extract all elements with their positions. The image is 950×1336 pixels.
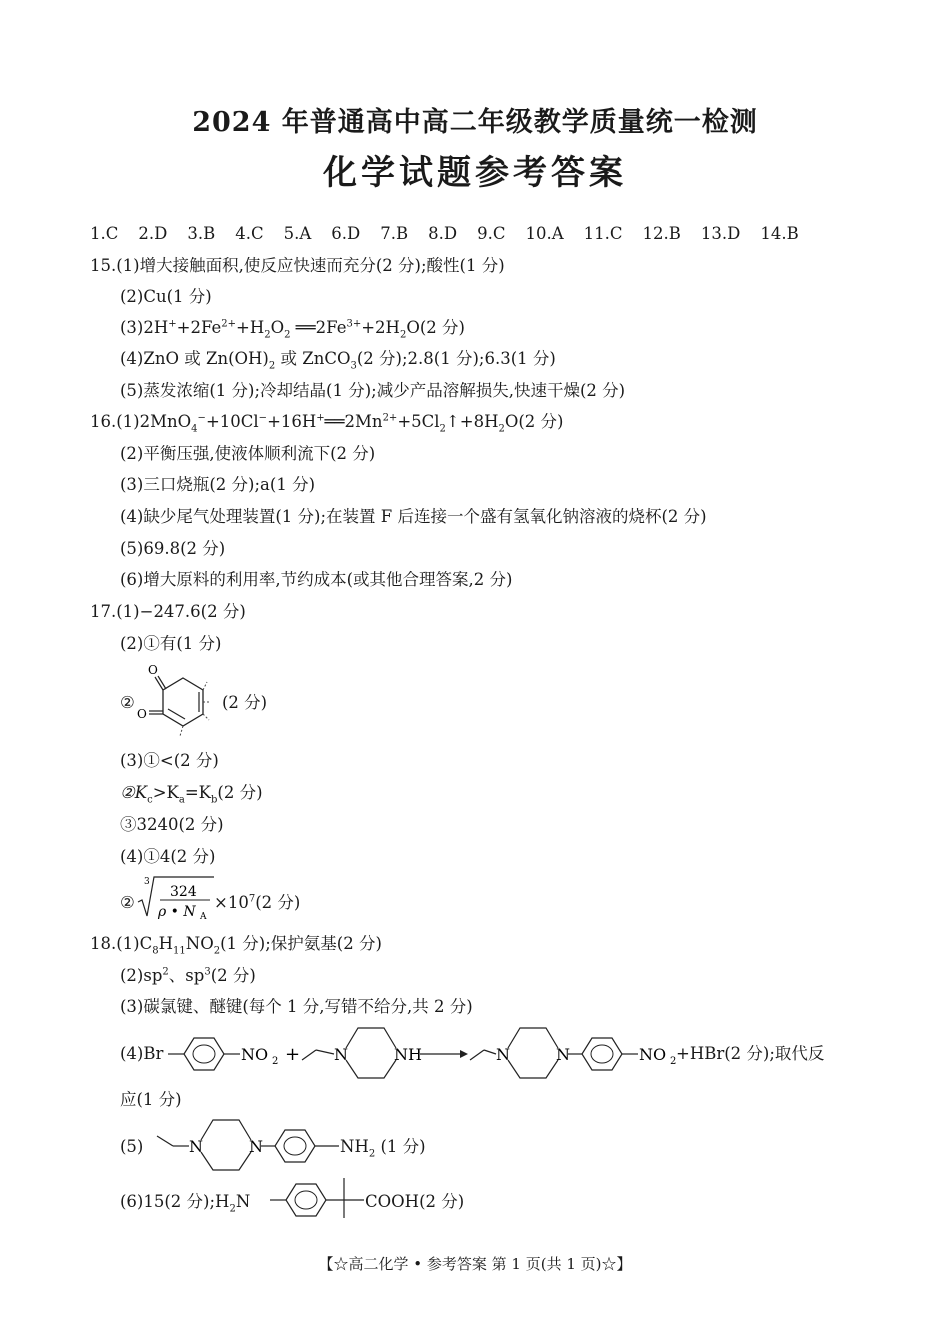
answer-4: 4.C (235, 224, 264, 243)
svg-text:2: 2 (272, 1056, 279, 1067)
q15-p4: (4)ZnO 或 $Zn(OH)_2$ 或 ZnCO$_3$(2 分);2.8(1 分);6.3(1 分) (120, 349, 556, 372)
answer-9: 9.C (477, 224, 506, 243)
svg-text:N: N (189, 1137, 203, 1156)
q15-p1: 15.(1)增大接触面积,使反应快速而充分(2 分);酸性(1 分) (90, 256, 505, 275)
answer-12: 12.B (642, 224, 681, 243)
q18-p1: $18.(1)C_8H_{11}NO_2(1$ 分);保护氨基(2 分) (90, 934, 382, 957)
answer-3: 3.B (187, 224, 216, 243)
answer-1: 1.C (90, 224, 119, 243)
q17-p1: 17.(1)−247.6(2 分) (90, 602, 246, 621)
q17-p4b-label: ② (120, 893, 135, 912)
q17-p4b-tail: $\times 10^7(2$ 分) (214, 893, 301, 912)
product-6-structure (270, 1170, 365, 1220)
q17-p3b: $②K_c>K_a=K_b(2$ 分) (120, 783, 263, 806)
q15-p5: (5)蒸发浓缩(1 分);冷却结晶(1 分);减少产品溶解损失,快速干燥(2 分) (120, 381, 626, 400)
q16-p1: $16.(1)2MnO_4^-+10Cl^-+16H^+══2Mn^{2+}+5Cl_2↑+8H_2O(2$ 分) (90, 412, 564, 435)
q18-p6-prefix: (6)15(2 分)$;H_2N$ (120, 1192, 251, 1215)
cube-root-expression (136, 872, 216, 922)
q16-p5: (5)69.8(2 分) (120, 539, 226, 558)
product-5-structure (155, 1112, 345, 1176)
q18-p6-cooh: COOH(2 分) (365, 1192, 465, 1211)
svg-text:+: + (285, 1044, 301, 1065)
q16-p6: (6)增大原料的利用率,节约成本(或其他合理答案,2 分) (120, 570, 513, 589)
ortho-quinone-structure (133, 660, 228, 740)
q18-p5-prefix: (5) (120, 1137, 144, 1156)
q17-p2b-score: (2 分) (222, 693, 268, 712)
reaction-scheme (168, 1020, 688, 1084)
svg-text:N: N (334, 1045, 348, 1064)
q17-p3c: ③3240(2 分) (120, 815, 224, 834)
root-index: 3 (144, 877, 150, 887)
q16-p3: (3)三口烧瓶(2 分);a(1 分) (120, 475, 316, 494)
svg-text:O: O (137, 707, 147, 721)
q17-p4: (4)①4(2 分) (120, 847, 216, 866)
answer-14: 14.B (760, 224, 799, 243)
q16-p2: (2)平衡压强,使液体顺利流下(2 分) (120, 444, 376, 463)
title-line-2: 化学试题参考答案 (323, 153, 627, 193)
answer-6: 6.D (331, 224, 361, 243)
title-line-1: 2024 年普通高中高二年级教学质量统一检测 (192, 107, 758, 138)
q17-p2: (2)①有(1 分) (120, 634, 222, 653)
svg-text:O: O (148, 663, 158, 677)
q16-p4: (4)缺少尾气处理装置(1 分);在装置 F 后连接一个盛有氢氧化钠溶液的烧杯(2 分) (120, 507, 707, 526)
q18-p4-hbr: +HBr(2 分);取代反 (676, 1044, 825, 1063)
q18-p3: (3)碳氯键、醚键(每个 1 分,写错不给分,共 2 分) (120, 997, 473, 1016)
page-footer: 【☆高二化学 • 参考答案 第 1 页(共 1 页)☆】 (318, 1255, 632, 1273)
q18-p5-nh2: $NH_2$ (1 分) (340, 1137, 426, 1160)
fraction-denominator: ρ • N (158, 904, 196, 920)
answer-11: 11.C (583, 224, 623, 243)
q18-p4-prefix: (4)Br (120, 1044, 164, 1063)
svg-text:N: N (556, 1045, 570, 1064)
svg-text:NO: NO (639, 1045, 667, 1064)
q15-p3: $(3)2H^++2Fe^{2+}+H_2O_2$ $══2Fe^{3+}+2H_2O(2$ 分) (120, 318, 465, 341)
choice-answers (90, 223, 819, 245)
svg-text:NH: NH (394, 1045, 422, 1064)
answer-13: 13.D (700, 224, 741, 243)
svg-text:2: 2 (670, 1056, 677, 1067)
answer-7: 7.B (380, 224, 409, 243)
svg-text:N: N (496, 1045, 510, 1064)
svg-text:N: N (249, 1137, 263, 1156)
answer-10: 10.A (525, 224, 564, 243)
q17-p3: (3)①<(2 分) (120, 751, 219, 770)
q15-p2: (2)Cu(1 分) (120, 287, 212, 306)
q18-p4-cont: 应(1 分) (120, 1090, 182, 1109)
answer-2: 2.D (138, 224, 168, 243)
svg-text:NO: NO (241, 1045, 269, 1064)
q18-p2: $(2)sp^2$、$sp^3(2$ 分) (120, 966, 256, 985)
q17-p2b-label: ② (120, 693, 135, 712)
answer-8: 8.D (428, 224, 458, 243)
answer-5: 5.A (283, 224, 312, 243)
fraction-numerator: 324 (170, 884, 197, 900)
svg-text:A: A (200, 912, 207, 922)
